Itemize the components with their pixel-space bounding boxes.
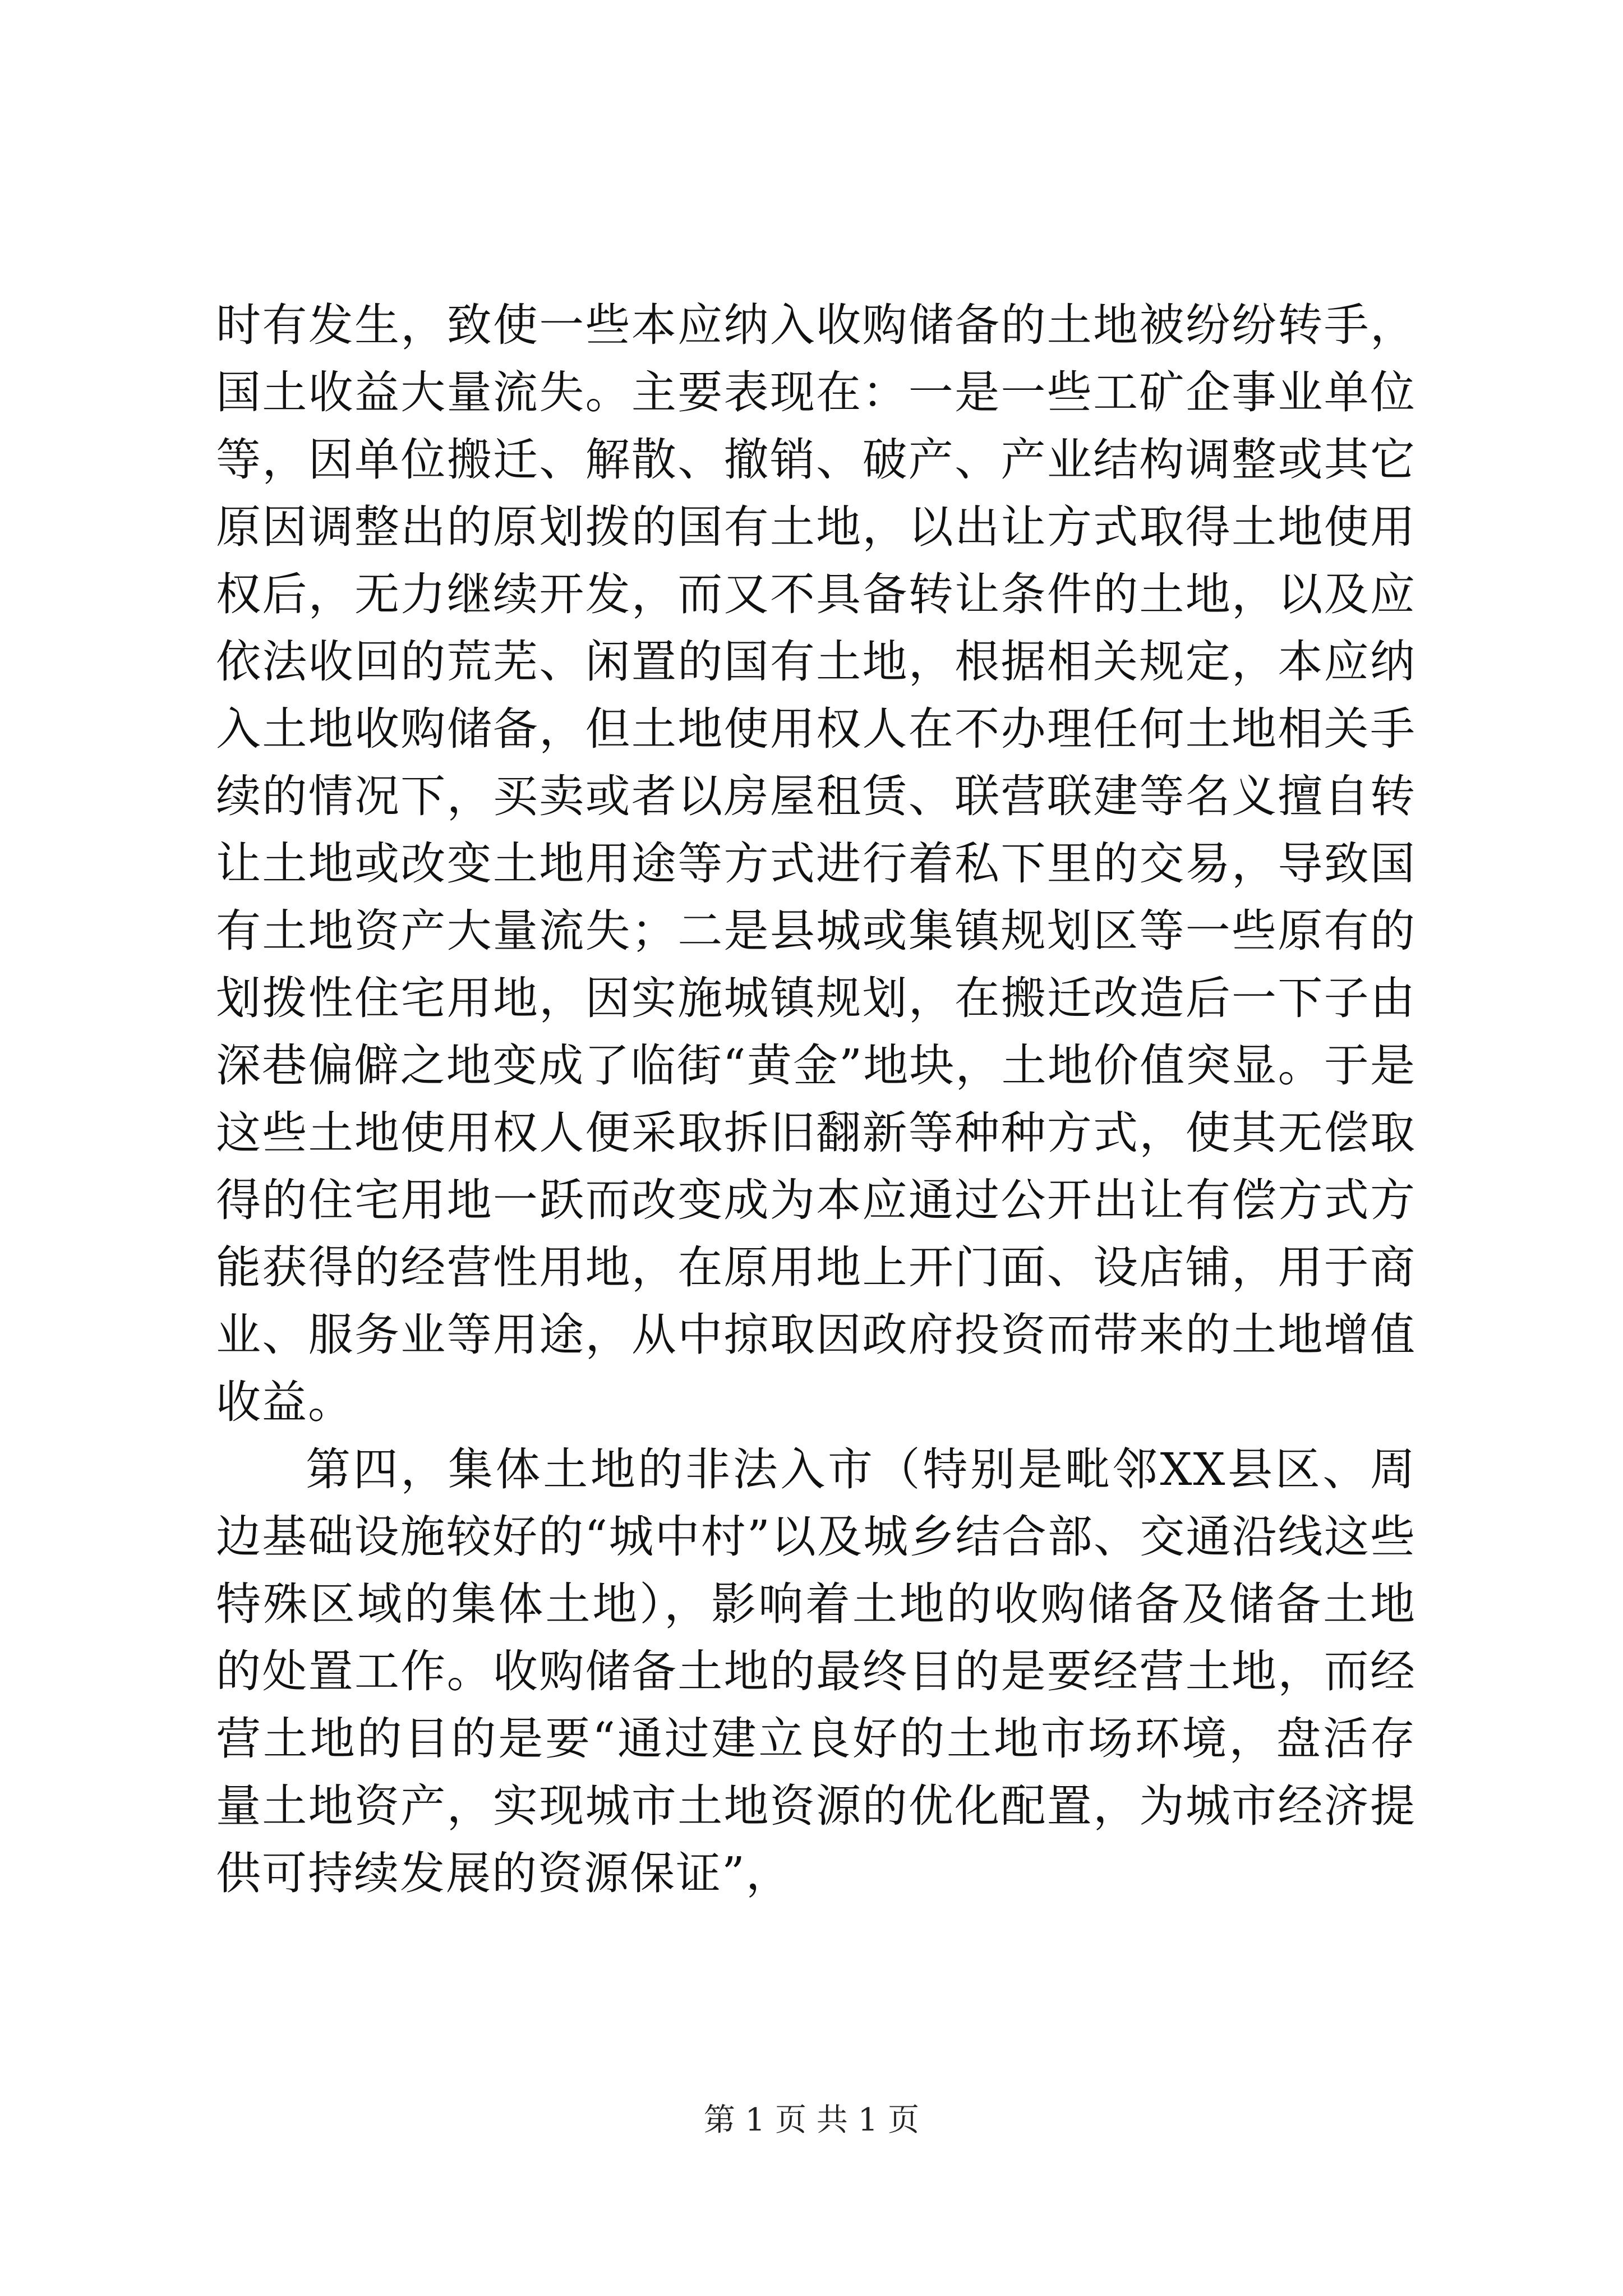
paragraph-1: 时有发生，致使一些本应纳入收购储备的土地被纷纷转手，国土收益大量流失。主要表现在：一是一些工矿企事业单位等，因单位搬迁、解散、撤销、破产、产业结构调整或其它原因调整出的原划拨的国有土地，以出让方式取得土地使用权后，无力继续开发，而又不具备转让条件的土地，以及应依法收回的荒芜、闲置的国有土地，根据相关规定，本应纳入土地收购储备，但土地使用权人在不办理任何土地相关手续的情况下，买卖或者以房屋租赁、联营联建等名义擅自转让土地或改变土地用途等方式进行着私下里的交易，导致国有土地资产大量流失；二是县城或集镇规划区等一些原有的划拨性住宅用地，因实施城镇规划，在搬迁改造后一下子由深巷偏僻之地变成了临街“黄金”地块，土地价值突显。于是这些土地使用权人便采取拆旧翻新等种种方式，使其无偿取得的住宅用地一跃而改变成为本应通过公开出让有偿方式方能获得的经营性用地，在原用地上开门面、设店铺，用于商业、服务业等用途，从中掠取因政府投资而带来的土地增值收益。 xyxy=(216,299,1416,1428)
page-footer: 第 1 页 共 1 页 xyxy=(703,2102,920,2138)
document-body xyxy=(216,292,1416,1907)
paragraph-2: 第四，集体土地的非法入市（特别是毗邻XX县区、周边基础设施较好的“城中村”以及城乡结合部、交通沿线这些特殊区域的集体土地），影响着土地的收购储备及储备土地的处置工作。收购储备土地的最终目的是要经营土地，而经营土地的目的是要“通过建立良好的土地市场环境，盘活存量土地资产，实现城市土地资源的优化配置，为城市经济提供可持续发展的资源保证”， xyxy=(216,1443,1416,1899)
